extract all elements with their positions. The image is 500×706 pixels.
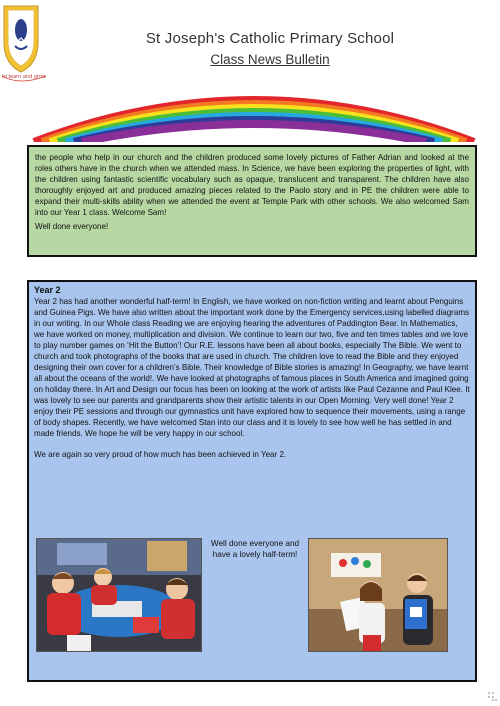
school-crest-icon — [0, 2, 64, 84]
rainbow-banner — [28, 76, 480, 142]
year1-news-box — [27, 145, 477, 257]
classroom-photo — [36, 538, 202, 652]
year1-closing: Well done everyone! — [35, 222, 109, 231]
bulletin-title: Class News Bulletin — [210, 52, 330, 67]
year1-text: the people who help in our church and the children produced some lovely pictures of Father Adrian and looked at the roles others have in the church when we attended mass. In Science, we have been exploring the properties of light, with the children using fantastic scientific vocabulary such as opaque, translucent and transparent. The children have also thoroughly enjoyed art and produced amazing pieces related to the Paolo story and in PE the children were able to expand their multi-skills ability when we attended the event at Temple Park with other schools. We also welcomed Sam into our Year 1 class. Welcome Sam! — [35, 153, 469, 217]
resize-grip-icon[interactable] — [487, 688, 497, 698]
year2-heading: Year 2 — [34, 285, 61, 295]
year2-text: Year 2 has had another wonderful half-term! In English, we have worked on non-fiction writing and learnt about Penguins and Guinea Pigs. We have also written about the important work done by the Emergency services,using labelled diagrams in our writing. In our Whole class Reading we are enjoying hearing the adventures of Paddington Bear. In Mathematics, we have worked on money, multiplication and division. We continue to learn our two, five and ten times tables and we love to play number games on ‘Hit the Button’! Our R.E. lessons have been all about books, especially The Bible. We went to church and took photographs of the books that are used in church. The children love to read the Bible and they enjoyed designing their own cover for a children’s Bible. Their knowledge of Bible stories is amazing! In Geography, we have learnt all about the oceans of the world!. We have looked at photographs of famous places in South America and imagined going on holiday there. In Art and Design our focus has been on looking at the work of artists like Paul Cezanne and Paul Klee. It was lovely to see our parents and grandparents show their artistic talents in our Open Morning. Very well done! Year 2 enjoy their PE sessions and through our gymnastics unit have explored how to sequence their movements, using a range of body shapes. Recently, we have welcomed Stan into our class and it is lovely to see how well he has settled in and made friends. We hope he will be very happy in our school. — [34, 297, 470, 438]
bible-covers-photo — [308, 538, 448, 652]
well-done-message: Well done everyone and have a lovely half-term! — [210, 539, 300, 559]
year2-proud-text: We are again so very proud of how much has been achieved in Year 2. — [34, 450, 287, 459]
crest-motto: to learn and grow — [2, 74, 47, 80]
school-name: St Joseph's Catholic Primary School — [145, 30, 395, 47]
